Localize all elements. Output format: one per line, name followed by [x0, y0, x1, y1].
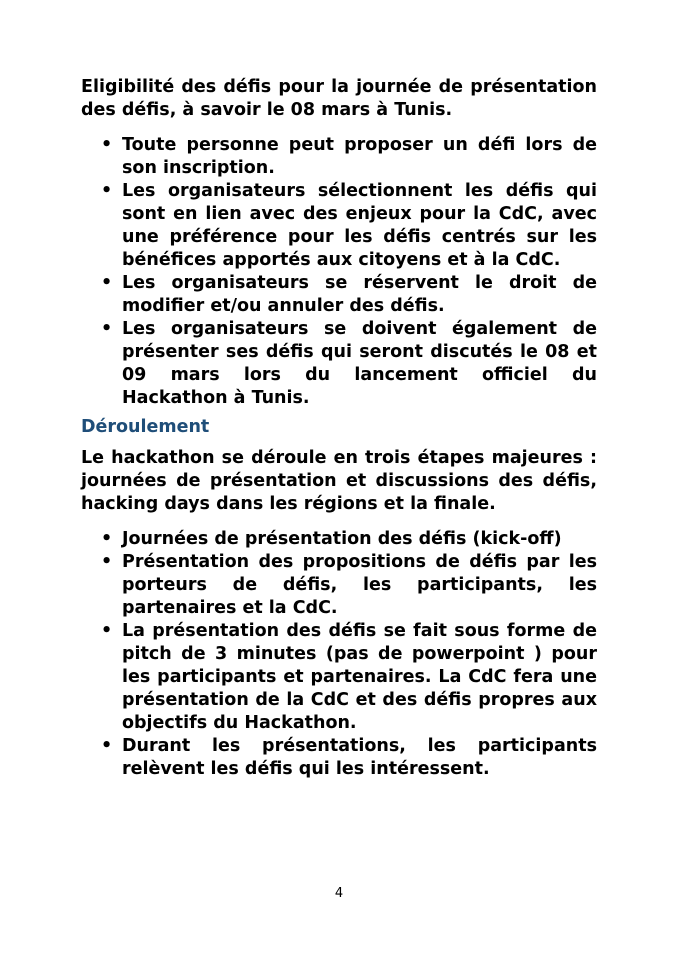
list-item-text: Les organisateurs sélectionnent les défis qui sont en lien avec des enjeux pour la CdC, avec une préférence pour les défis centrés sur les bénéfices apportés aux citoyens et à la CdC.	[122, 181, 597, 270]
list-item	[81, 134, 597, 180]
list-item	[81, 180, 597, 272]
list-item	[81, 318, 597, 410]
list-item	[81, 735, 597, 781]
document-page	[81, 76, 597, 787]
bullet-icon: •	[101, 736, 113, 756]
bullet-icon: •	[101, 319, 113, 339]
eligibility-paragraph: Eligibilité des défis pour la journée de présentation des défis, à savoir le 08 mars à Tunis.	[81, 77, 597, 120]
bullet-icon: •	[101, 135, 113, 155]
steps-list	[81, 528, 597, 781]
list-item-text: Les organisateurs se doivent également de présenter ses défis qui seront discutés le 08 et 09 mars lors du lancement officiel du Hackathon à Tunis.	[122, 319, 597, 408]
section-paragraph: Le hackathon se déroule en trois étapes majeures : journées de présentation et discussions des défis, hacking days dans les régions et la finale.	[81, 448, 597, 514]
list-item-text: Présentation des propositions de défis par les porteurs de défis, les participants, les partenaires et la CdC.	[122, 552, 597, 618]
bullet-icon: •	[101, 621, 113, 641]
bullet-icon: •	[101, 181, 113, 201]
list-item-text: Toute personne peut proposer un défi lors de son inscription.	[122, 135, 597, 178]
list-item	[81, 528, 597, 551]
list-item-text: Les organisateurs se réservent le droit de modifier et/ou annuler des défis.	[122, 273, 597, 316]
list-item	[81, 620, 597, 735]
section-heading: Déroulement	[81, 417, 210, 437]
list-item	[81, 272, 597, 318]
page-number: 4	[334, 886, 344, 901]
bullet-icon: •	[101, 529, 113, 549]
bullet-icon: •	[101, 552, 113, 572]
list-item-text: Journées de présentation des défis (kick-off)	[122, 529, 562, 549]
list-item-text: Durant les présentations, les participants relèvent les défis qui les intéressent.	[122, 736, 597, 779]
bullet-icon: •	[101, 273, 113, 293]
list-item-text: La présentation des défis se fait sous forme de pitch de 3 minutes (pas de powerpoint ) pour les participants et partenaires. La CdC fera une présentation de la CdC et des défis propres aux objectifs du Hackathon.	[122, 621, 597, 733]
eligibility-list	[81, 134, 597, 410]
list-item	[81, 551, 597, 620]
